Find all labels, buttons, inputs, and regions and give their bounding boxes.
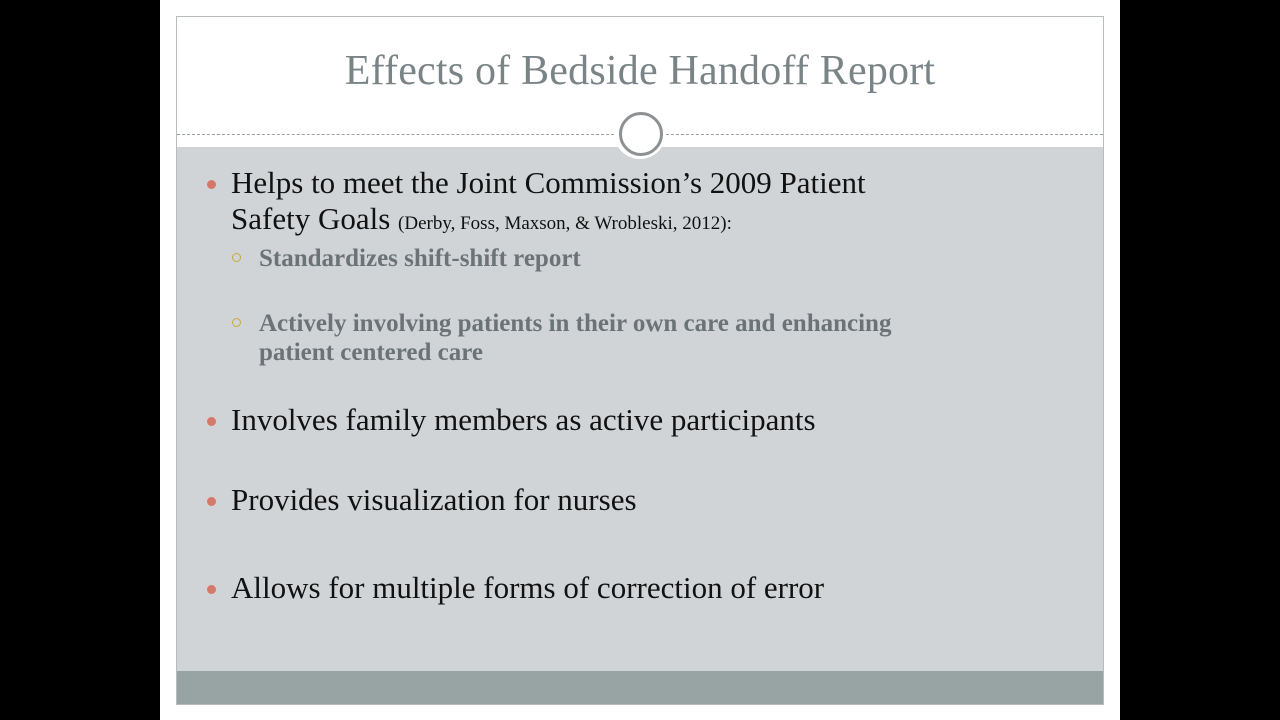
circle-ornament-icon (614, 107, 666, 159)
sub-bullet-text: Standardizes shift-shift report (259, 245, 581, 272)
bullet-text: Involves family members as active participants (231, 402, 816, 437)
bullet-text-line-1: Helps to meet the Joint Commission’s 2009 Patient (231, 165, 866, 200)
bullet-text-safety-goals: Safety Goals (231, 201, 399, 236)
bullet-item-joint-commission (231, 165, 1091, 242)
sub-bullet-involving-patients (259, 309, 1095, 367)
bullet-text: Allows for multiple forms of correction of error (231, 570, 825, 605)
sub-bullet-text-line-1: Actively involving patients in their own care and enhancing (259, 310, 892, 337)
ornament-ring (619, 112, 663, 156)
sub-bullet-standardizes (259, 244, 1089, 273)
bullet-item-family-members (231, 402, 1091, 438)
sub-bullet-ring-icon (232, 318, 241, 327)
sub-bullet-text-line-2: patient centered care (259, 339, 483, 366)
sub-bullet-ring-icon (232, 253, 241, 262)
bullet-item-visualization (231, 482, 1091, 518)
presentation-slide (176, 16, 1104, 705)
citation: (Derby, Foss, Maxson, & Wrobleski, 2012): (398, 213, 732, 234)
slide-page (160, 0, 1120, 720)
bullet-dot-icon (207, 497, 216, 506)
bullet-dot-icon (207, 585, 216, 594)
bullet-dot-icon (207, 417, 216, 426)
slide-title: Effects of Bedside Handoff Report (344, 48, 936, 94)
bullet-item-correction-of-error (231, 570, 1091, 606)
bullet-dot-icon (207, 180, 216, 189)
footer-band (177, 671, 1103, 704)
bullet-text: Provides visualization for nurses (231, 482, 637, 517)
bullet-text-line-2 (231, 201, 1091, 242)
